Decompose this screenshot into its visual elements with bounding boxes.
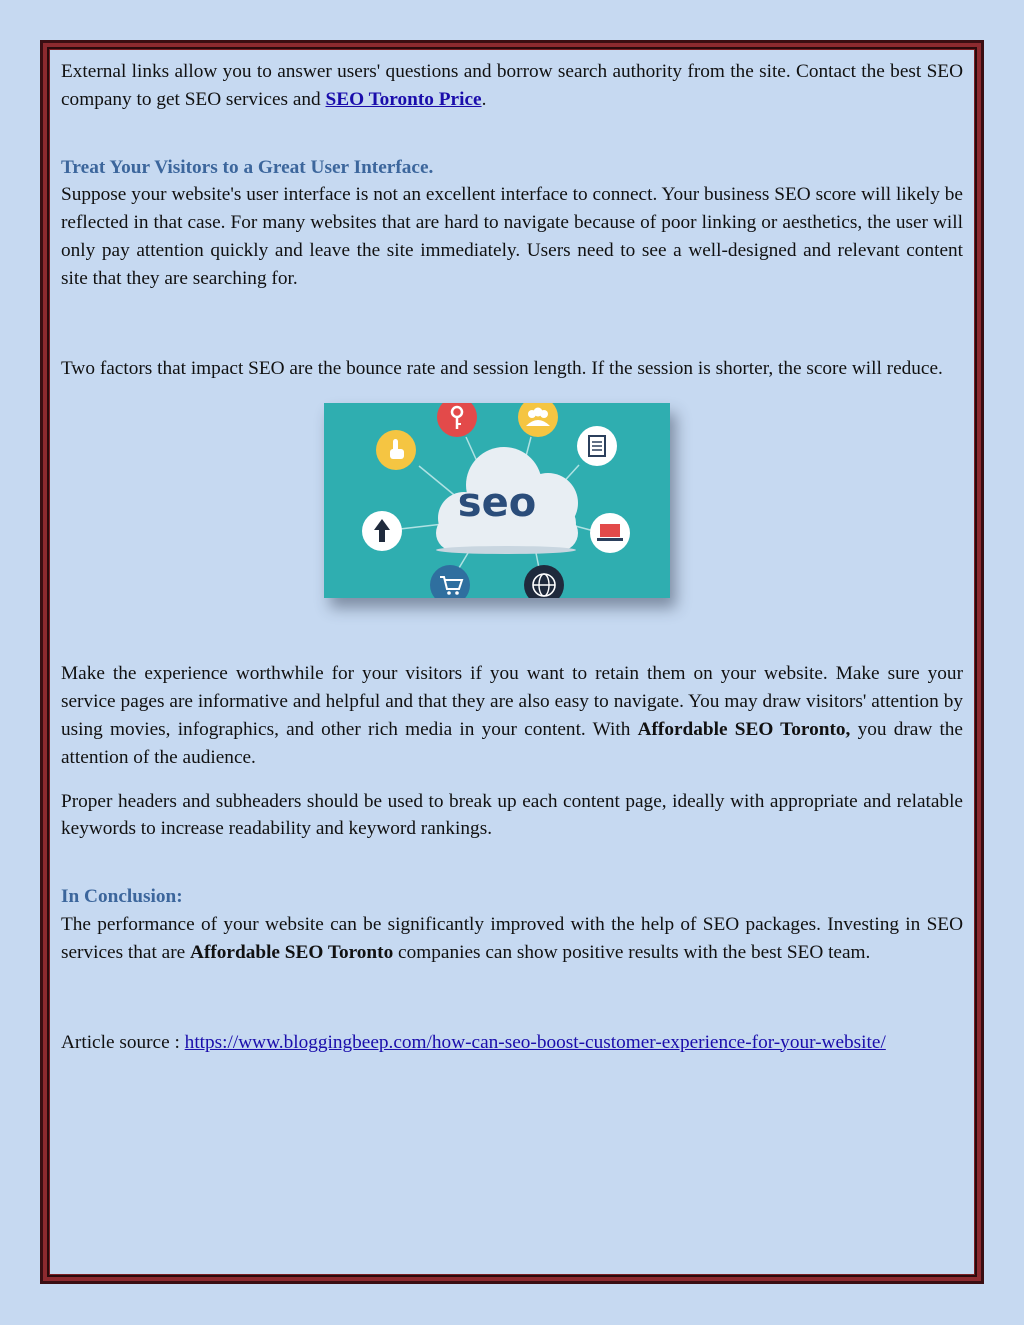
article-source-link[interactable]: https://www.bloggingbeep.com/how-can-seo-boost-customer-experience-for-your-website/ <box>184 1031 886 1053</box>
checklist-icon <box>577 426 617 466</box>
users-icon <box>518 403 558 437</box>
paragraph-end: . <box>481 88 487 110</box>
article-source-label: Article source : <box>61 1031 185 1053</box>
bold-affordable-seo-toronto: Affordable SEO Toronto <box>190 941 394 963</box>
paragraph-external-links <box>61 58 963 114</box>
up-arrow-icon <box>362 511 402 551</box>
paragraph-user-interface: Suppose your website's user interface is not an excellent interface to connect. Your business SEO score will likely be reflected in that case. For many websites that are hard to navigate because of poor linking or aesthetics, the user will only pay attention quickly and leave the site immediately. Users need to see a well-designed and relevant content site that they are searching for. <box>61 184 963 289</box>
paragraph-text: External links allow you to answer users' questions and borrow search authority from the site. Contact the best SEO company to get SEO services and <box>61 61 963 110</box>
heading-user-interface: Treat Your Visitors to a Great User Interface. <box>61 156 434 178</box>
cloud-text: seo <box>457 480 537 527</box>
seo-illustration-frame <box>324 403 670 598</box>
heading-conclusion: In Conclusion: <box>61 886 183 908</box>
paragraph-end: companies can show positive results with the best SEO team. <box>393 941 871 963</box>
seo-toronto-price-link[interactable]: SEO Toronto Price <box>325 88 482 110</box>
cart-icon <box>430 565 470 598</box>
paragraph-text: Make the experience worthwhile for your visitors if you want to retain them on your website. Make sure your service pages are informative and helpful and that they are also easy to navigate. You may draw visitors' attention by using movies, infographics, and other rich media in your content. With <box>61 663 963 740</box>
paragraph-text: The performance of your website can be significantly improved with the help of SEO packages. Investing in SEO services that are <box>61 913 963 963</box>
bold-affordable-seo-toronto: Affordable SEO Toronto, <box>637 718 851 740</box>
paragraph-end: you draw the attention of the audience. <box>61 718 963 768</box>
seo-illustration-svg <box>324 403 670 598</box>
paragraph-bounce-rate: Two factors that impact SEO are the bounce rate and session length. If the session is shorter, the score will reduce. <box>61 357 943 379</box>
pointer-hand-icon <box>376 430 416 470</box>
laptop-icon <box>590 513 630 553</box>
globe-icon <box>524 565 564 598</box>
paragraph-headers: Proper headers and subheaders should be used to break up each content page, ideally with appropriate and relatable keywords to increase readability and keyword rankings. <box>61 790 963 840</box>
article-source <box>61 1029 963 1057</box>
document-body <box>61 58 963 1056</box>
seo-illustration <box>324 403 670 598</box>
paragraph-experience <box>61 660 963 771</box>
paragraph-conclusion <box>61 911 963 967</box>
key-icon <box>437 403 477 437</box>
